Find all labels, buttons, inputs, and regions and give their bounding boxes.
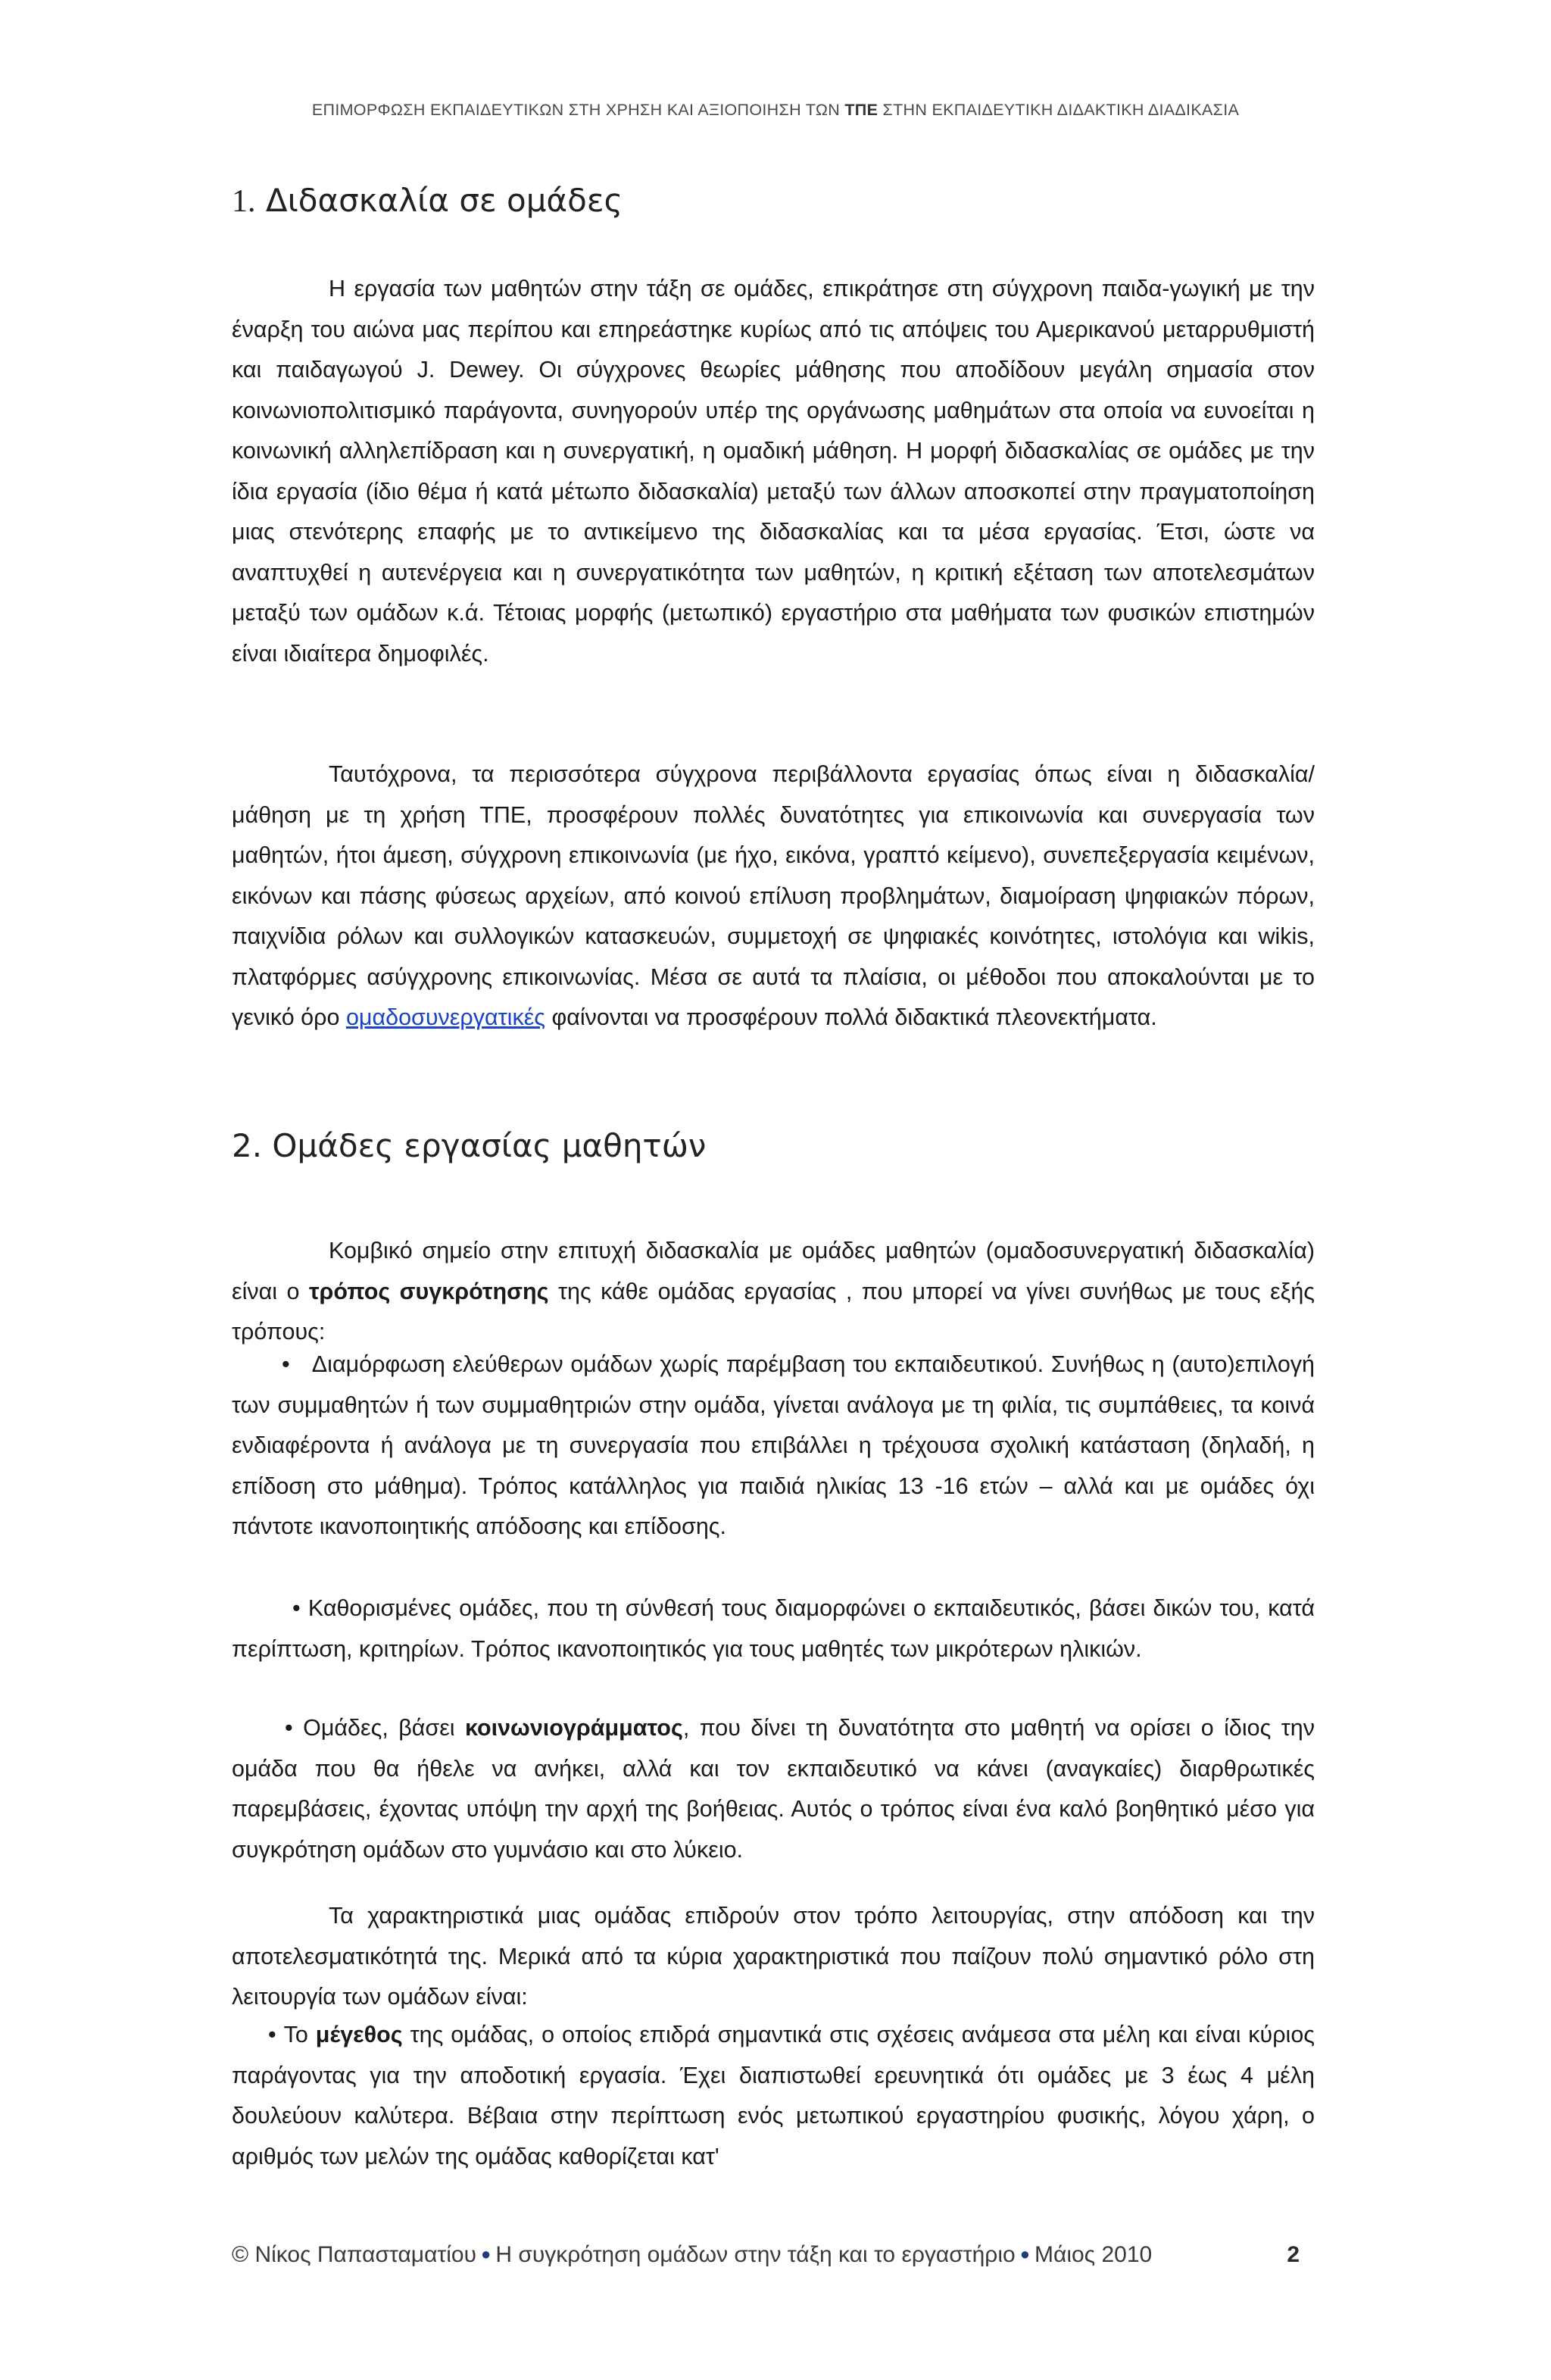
paragraph-1 (232, 269, 1315, 674)
section-2-heading: 2. Ομάδες εργασίας μαθητών (232, 1127, 707, 1164)
paragraph-3-bold: τρόπος συγκρότησης (308, 1278, 549, 1304)
paragraph-2-text-a: Ταυτόχρονα, τα περισσότερα σύγχρονα περιβάλλοντα εργασίας όπως είναι η διδασκαλία/μάθηση με τη χρήση ΤΠΕ, προσφέρουν πολλές δυνατότητες για επικοινωνία και συνεργασία των μαθητών, ήτοι άμεση, σύγχρονη επικοινωνία (με ήχο, εικόνα, γραπτό κείμενο), συνεπεξεργασία κειμένων, εικόνων και πάσης φύσεως αρχείων, από κοινού επίλυση προβλημάτων, διαμοίραση ψηφιακών πόρων, παιχνίδια ρόλων και συλλογικών κατασκευών, συμμετοχή σε ψηφιακές κοινότητες, ιστολόγια και wikis, πλατφόρμες ασύγχρονης επικοινωνίας. Μέσα σε αυτά τα πλαίσια, οι μέθοδοι που αποκαλούνται με το γενικό όρο (232, 761, 1315, 1030)
running-header-bold: ΤΠΕ (844, 101, 878, 119)
section-1-number: 1. (232, 184, 256, 219)
bullet-item-2 (232, 1588, 1315, 1669)
footer-title: Η συγκρότηση ομάδων στην τάξη και το εργαστήριο (495, 2242, 1016, 2267)
footer-separator-icon: ● (481, 2244, 492, 2263)
bullet-icon: • (285, 1715, 293, 1741)
page-number: 2 (1287, 2242, 1300, 2267)
footer-separator-icon: ● (1019, 2244, 1030, 2263)
paragraph-1-text: Η εργασία των μαθητών στην τάξη σε ομάδες, επικράτησε στη σύγχρονη παιδα-γωγική με την έναρξη του αιώνα μας περίπου και επηρεάστηκε κυρίως από τις απόψεις του Αμερικανού μεταρρυθμιστή και παιδαγωγού J. Dewey. Οι σύγχρονες θεωρίες μάθησης που αποδίδουν μεγάλη σημασία στον κοινωνιοπολιτισμικό παράγοντα, συνηγορούν υπέρ της οργάνωσης μαθημάτων στα οποία να ευνοείται η κοινωνική αλληλεπίδραση και η συνεργατική, η ομαδική μάθηση. Η μορφή διδασκαλίας σε ομάδες με την ίδια εργασία (ίδιο θέμα ή κατά μέτωπο διδασκαλία) μεταξύ των άλλων αποσκοπεί στην πραγματοποίηση μιας στενότερης επαφής με το αντικείμενο της διδασκαλίας και τα μέσα εργασίας. Έτσι, ώστε να αναπτυχθεί η αυτενέργεια και η συνεργατικότητα των μαθητών, η κριτική εξέταση των αποτελεσμάτων μεταξύ των ομάδων κ.ά. Τέτοιας μορφής (μετωπικό) εργαστήριο στα μαθήματα των φυσικών επιστημών είναι ιδιαίτερα δημοφιλές. (232, 276, 1315, 667)
running-header (0, 101, 1551, 120)
omadosynergatikes-link[interactable]: ομαδοσυνεργατικές (345, 1004, 545, 1030)
bullet-icon: • (268, 2022, 276, 2047)
running-header-text-1: ΕΠΙΜΟΡΦΩΣΗ ΕΚΠΑΙΔΕΥΤΙΚΩΝ ΣΤΗ ΧΡΗΣΗ ΚΑΙ ΑΞΙΟΠΟΙΗΣΗ ΤΩΝ (311, 101, 845, 119)
running-header-text-2: ΣΤΗΝ ΕΚΠΑΙΔΕΥΤΙΚΗ ΔΙΔΑΚΤΙΚΗ ΔΙΑΔΙΚΑΣΙΑ (878, 101, 1240, 119)
bullet-item-4-bold: μέγεθος (315, 2022, 403, 2047)
paragraph-4 (232, 1896, 1315, 2018)
paragraph-3 (232, 1231, 1315, 1353)
paragraph-3-text-b: της κάθε ομάδας εργασίας , που μπορεί να γίνει συνήθως με τους εξής τρόπους: (232, 1278, 1315, 1345)
paragraph-2 (232, 754, 1315, 1039)
bullet-icon: • (282, 1351, 290, 1377)
paragraph-2-text-b: φαίνονται να προσφέρουν πολλά διδακτικά πλεονεκτήματα. (545, 1004, 1157, 1030)
bullet-item-1-text: Διαμόρφωση ελεύθερων ομάδων χωρίς παρέμβαση του εκπαιδευτικού. Συνήθως η (αυτο)επιλογή των συμμαθητών ή των συμμαθητριών στην ομάδα, γίνεται ανάλογα με τη φιλία, τις συμπάθειες, τα κοινά ενδιαφέροντα ή ανάλογα με τη συνεργασία που επιβάλλει η τρέχουσα σχολική κατάσταση (δηλαδή, η επίδοση στο μάθημα). Τρόπος κατάλληλος για παιδιά ηλικίας 13 -16 ετών – αλλά και με ομάδες όχι πάντοτε ικανοποιητικής απόδοσης και επίδοσης. (232, 1351, 1315, 1539)
page-footer (232, 2242, 1315, 2268)
section-1-title: Διδασκαλία σε ομάδες (265, 182, 623, 219)
bullet-item-3-bold: κοινωνιογράμματος (465, 1715, 683, 1741)
bullet-icon: • (292, 1595, 301, 1621)
paragraph-4-text: Τα χαρακτηριστικά μιας ομάδας επιδρούν στον τρόπο λειτουργίας, στην απόδοση και την αποτελεσματικότητά της. Μερικά από τα κύρια χαρακτηριστικά που παίζουν πολύ σημαντικό ρόλο στη λειτουργία των ομάδων είναι: (232, 1903, 1315, 2010)
bullet-item-4-text-a: Το (283, 2022, 316, 2047)
section-1-heading (232, 182, 623, 220)
footer-date: Μάιος 2010 (1035, 2242, 1153, 2267)
footer-copyright: © Νίκος Παπασταματίου (232, 2242, 477, 2267)
paragraph-3-text-a: Κομβικό σημείο στην επιτυχή διδασκαλία με ομάδες μαθητών (ομαδοσυνεργατική διδασκαλία) είναι ο (232, 1238, 1315, 1304)
bullet-item-1 (232, 1345, 1315, 1548)
bullet-item-2-text: Καθορισμένες ομάδες, που τη σύνθεσή τους διαμορφώνει ο εκπαιδευτικός, βάσει δικών του, κατά περίπτωση, κριτηρίων. Τρόπος ικανοποιητικός για τους μαθητές των μικρότερων ηλικιών. (232, 1595, 1315, 1662)
bullet-item-3-text-b: , που δίνει τη δυνατότητα στο μαθητή να ορίσει ο ίδιος την ομάδα που θα ήθελε να ανήκει, αλλά και τον εκπαιδευτικό να κάνει (αναγκαίες) διαρθρωτικές παρεμβάσεις, έχοντας υπόψη την αρχή της βοήθειας. Αυτός ο τρόπος είναι ένα καλό βοηθητικό μέσο για συγκρότηση ομάδων στο γυμνάσιο και στο λύκειο. (232, 1715, 1315, 1863)
bullet-item-3-text-a: Ομάδες, βάσει (303, 1715, 465, 1741)
bullet-item-4-text-b: της ομάδας, ο οποίος επιδρά σημαντικά στις σχέσεις ανάμεσα στα μέλη και είναι κύριος παράγοντας για την αποδοτική εργασία. Έχει διαπιστωθεί ερευνητικά ότι ομάδες με 3 έως 4 μέλη δουλεύουν καλύτερα. Βέβαια στην περίπτωση ενός μετωπικού εργαστηρίου φυσικής, λόγου χάρη, ο αριθμός των μελών της ομάδας καθορίζεται κατ' (232, 2022, 1315, 2169)
bullet-item-3 (232, 1708, 1315, 1870)
bullet-item-4 (232, 2015, 1315, 2177)
